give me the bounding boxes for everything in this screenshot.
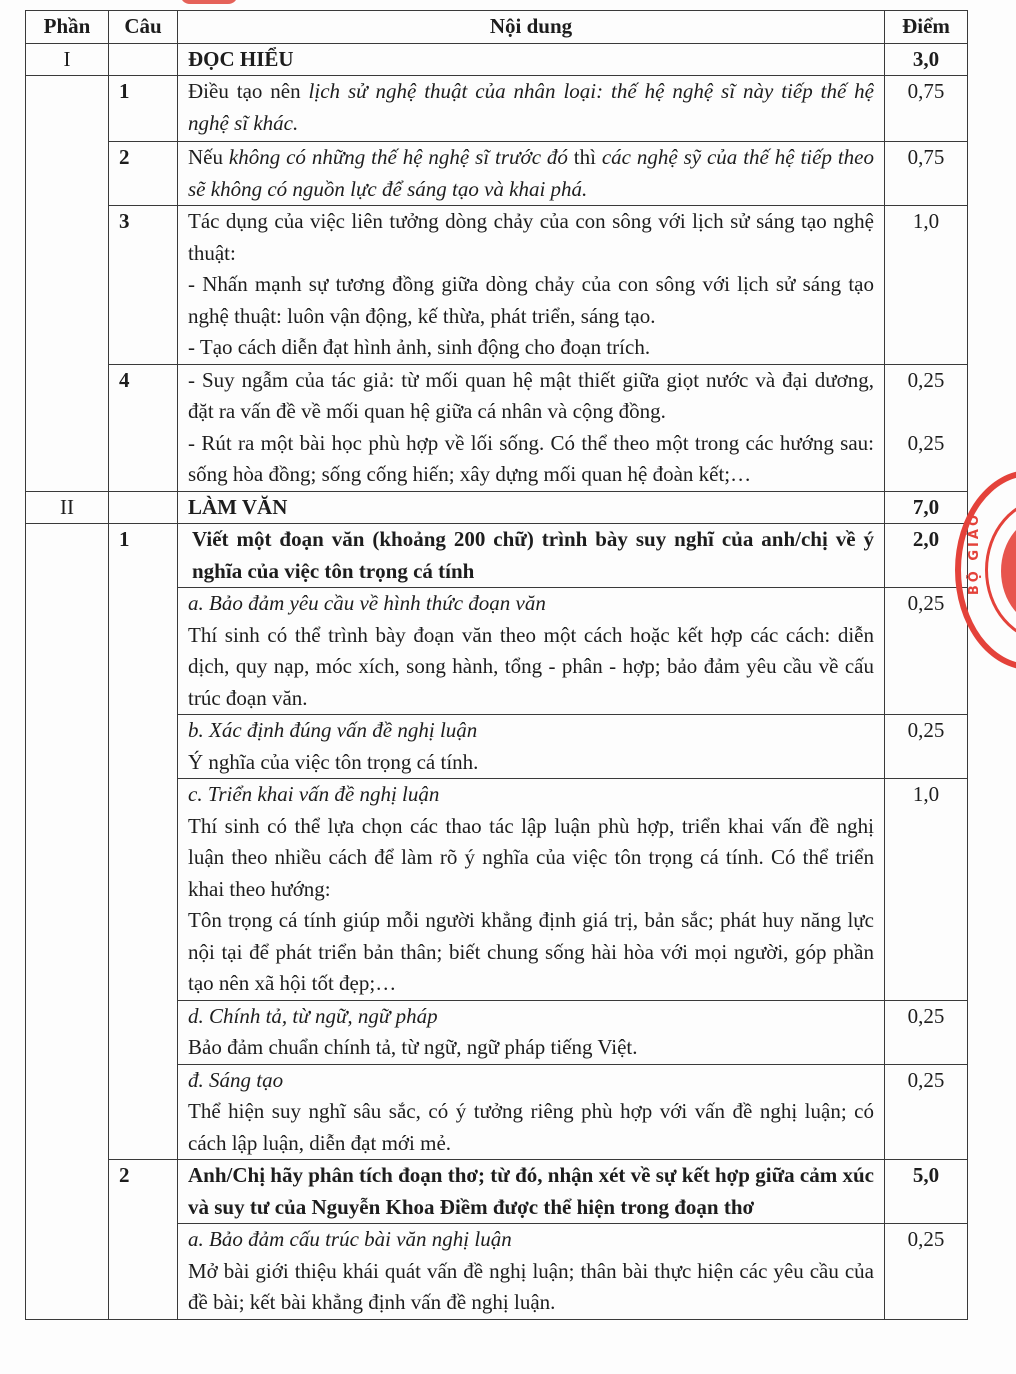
question-number: 4 xyxy=(109,364,178,491)
table-row xyxy=(26,206,968,365)
answer-italic-text: các nghệ sỹ của thế hệ tiếp theo sẽ không có nguồn lực để sáng tạo và khai phá. xyxy=(188,145,874,201)
answer-italic-text: lịch sử nghệ thuật của nhân loại: thế hệ nghệ sĩ này tiếp thế hệ nghệ sĩ khác. xyxy=(188,79,875,135)
answer-line: Tác dụng của việc liên tưởng dòng chảy của con sông với lịch sử sáng tạo nghệ thuật: xyxy=(188,209,874,265)
table-row xyxy=(26,76,968,142)
empty-cell xyxy=(109,491,178,524)
criterion xyxy=(178,715,885,779)
sub-score: 0,25 xyxy=(907,430,945,455)
criterion-body: Tôn trọng cá tính giúp mỗi người khẳng định giá trị, bản sắc; phát huy năng lực nội tại để phát triển bản thân; biết chung sống hài hòa với mọi người, góp phần tạo nên xã hội tốt đẹp;… xyxy=(188,908,874,995)
empty-part-cell xyxy=(26,76,109,492)
question-score: 5,0 xyxy=(885,1160,968,1224)
criterion-score: 0,25 xyxy=(885,1064,968,1160)
question-number: 3 xyxy=(109,206,178,365)
criterion-body: Thí sinh có thể trình bày đoạn văn theo một cách hoặc kết hợp các cách: diễn dịch, quy nạp, móc xích, song hành, tổng - phân - hợp; bảo đảm yêu cầu về cấu trúc đoạn văn. xyxy=(188,622,874,710)
section-part-number: II xyxy=(26,491,109,524)
header-score: Điểm xyxy=(885,11,968,44)
header-content: Nội dung xyxy=(178,11,885,44)
table-row xyxy=(26,1160,968,1224)
question-prompt: Anh/Chị hãy phân tích đoạn thơ; từ đó, nhận xét về sự kết hợp giữa cảm xúc và suy tư của Nguyễn Khoa Điềm được thể hiện trong đoạn thơ xyxy=(178,1160,885,1224)
criterion-body: Mở bài giới thiệu khái quát vấn đề nghị luận; thân bài thực hiện các yêu cầu của đề bài; kết bài khẳng định vấn đề nghị luận. xyxy=(188,1258,874,1314)
criterion-score: 1,0 xyxy=(885,779,968,1001)
answer-text: Điều tạo nên xyxy=(188,79,309,103)
question-score: 0,75 xyxy=(885,142,968,206)
criterion-score: 0,25 xyxy=(885,1224,968,1320)
question-number: 2 xyxy=(109,142,178,206)
table-row xyxy=(26,364,968,491)
empty-cell xyxy=(109,43,178,76)
answer-text: thì xyxy=(567,145,602,169)
red-stamp-fragment xyxy=(180,0,238,4)
criterion-heading: b. Xác định đúng vấn đề nghị luận xyxy=(188,718,478,742)
criterion xyxy=(178,779,885,1001)
table-row xyxy=(26,142,968,206)
table-header-row xyxy=(26,11,968,44)
header-question: Câu xyxy=(109,11,178,44)
criterion-score: 0,25 xyxy=(885,1000,968,1064)
criterion-body: Ý nghĩa của việc tôn trọng cá tính. xyxy=(188,749,479,774)
answer-line: - Suy ngẫm của tác giả: từ mối quan hệ mật thiết giữa giọt nước và đại dương, đặt ra vấn đề về mối quan hệ giữa cá nhân và cộng đồng. xyxy=(188,367,874,423)
criterion xyxy=(178,1000,885,1064)
criterion-score: 0,25 xyxy=(885,715,968,779)
criterion xyxy=(178,1224,885,1320)
table-row xyxy=(26,524,968,588)
question-score: 0,75 xyxy=(885,76,968,142)
question-score: 2,0 xyxy=(885,524,968,588)
section-part-number: I xyxy=(26,43,109,76)
answer-key-table xyxy=(25,10,968,1320)
seal-text: BỘ GIÁO xyxy=(967,512,982,596)
section-row-doc-hieu xyxy=(26,43,968,76)
answer-line: - Rút ra một bài học phù hợp về lối sống. Có thể theo một trong các hướng sau: sống hòa đồng; sống cống hiến; xây dựng mối quan hệ đoàn kết;… xyxy=(188,430,874,486)
criterion-heading: d. Chính tả, từ ngữ, ngữ pháp xyxy=(188,1003,438,1028)
answer-line: - Tạo cách diễn đạt hình ảnh, sinh động cho đoạn trích. xyxy=(188,335,651,359)
question-score xyxy=(885,364,968,491)
question-score: 1,0 xyxy=(885,206,968,365)
answer-italic-text: không có những thế hệ nghệ sĩ trước đó xyxy=(228,145,568,169)
question-prompt: Viết một đoạn văn (khoảng 200 chữ) trình bày suy nghĩ của anh/chị về ý nghĩa của việc tôn trọng cá tính xyxy=(178,524,885,588)
question-number: 2 xyxy=(109,1160,178,1320)
section-title: ĐỌC HIỂU xyxy=(178,43,885,76)
answer-text: Nếu xyxy=(188,145,229,169)
section-title: LÀM VĂN xyxy=(178,491,885,524)
criterion xyxy=(178,1064,885,1160)
criterion xyxy=(178,588,885,715)
question-answer xyxy=(178,206,885,365)
section-score: 3,0 xyxy=(885,43,968,76)
question-answer xyxy=(178,76,885,142)
criterion-score: 0,25 xyxy=(885,588,968,715)
criterion-body: Thể hiện suy nghĩ sâu sắc, có ý tưởng riêng phù hợp với vấn đề nghị luận; có cách lập luận, diễn đạt mới mẻ. xyxy=(188,1099,874,1155)
criterion-body: Bảo đảm chuẩn chính tả, từ ngữ, ngữ pháp tiếng Việt. xyxy=(188,1035,638,1059)
section-row-lam-van xyxy=(26,491,968,524)
answer-line: - Nhấn mạnh sự tương đồng giữa dòng chảy của con sông với lịch sử sáng tạo nghệ thuật: luôn vận động, kế thừa, phát triển, sáng tạo. xyxy=(188,272,874,328)
criterion-body: Thí sinh có thể lựa chọn các thao tác lập luận phù hợp, triển khai vấn đề nghị luận theo nhiều cách để làm rõ ý nghĩa của việc tôn trọng cá tính. Có thể triển khai theo hướng: xyxy=(188,813,874,901)
question-number: 1 xyxy=(109,76,178,142)
criterion-heading: a. Bảo đảm yêu cầu về hình thức đoạn văn xyxy=(188,591,546,615)
header-part: Phần xyxy=(26,11,109,44)
empty-part-cell xyxy=(26,524,109,1320)
section-score: 7,0 xyxy=(885,491,968,524)
criterion-heading: đ. Sáng tạo xyxy=(188,1067,284,1092)
sub-score: 0,25 xyxy=(907,367,945,392)
question-answer xyxy=(178,364,885,491)
criterion-heading: a. Bảo đảm cấu trúc bài văn nghị luận xyxy=(188,1227,512,1251)
question-answer xyxy=(178,142,885,206)
question-number: 1 xyxy=(109,524,178,1160)
criterion-heading: c. Triển khai vấn đề nghị luận xyxy=(188,782,440,806)
